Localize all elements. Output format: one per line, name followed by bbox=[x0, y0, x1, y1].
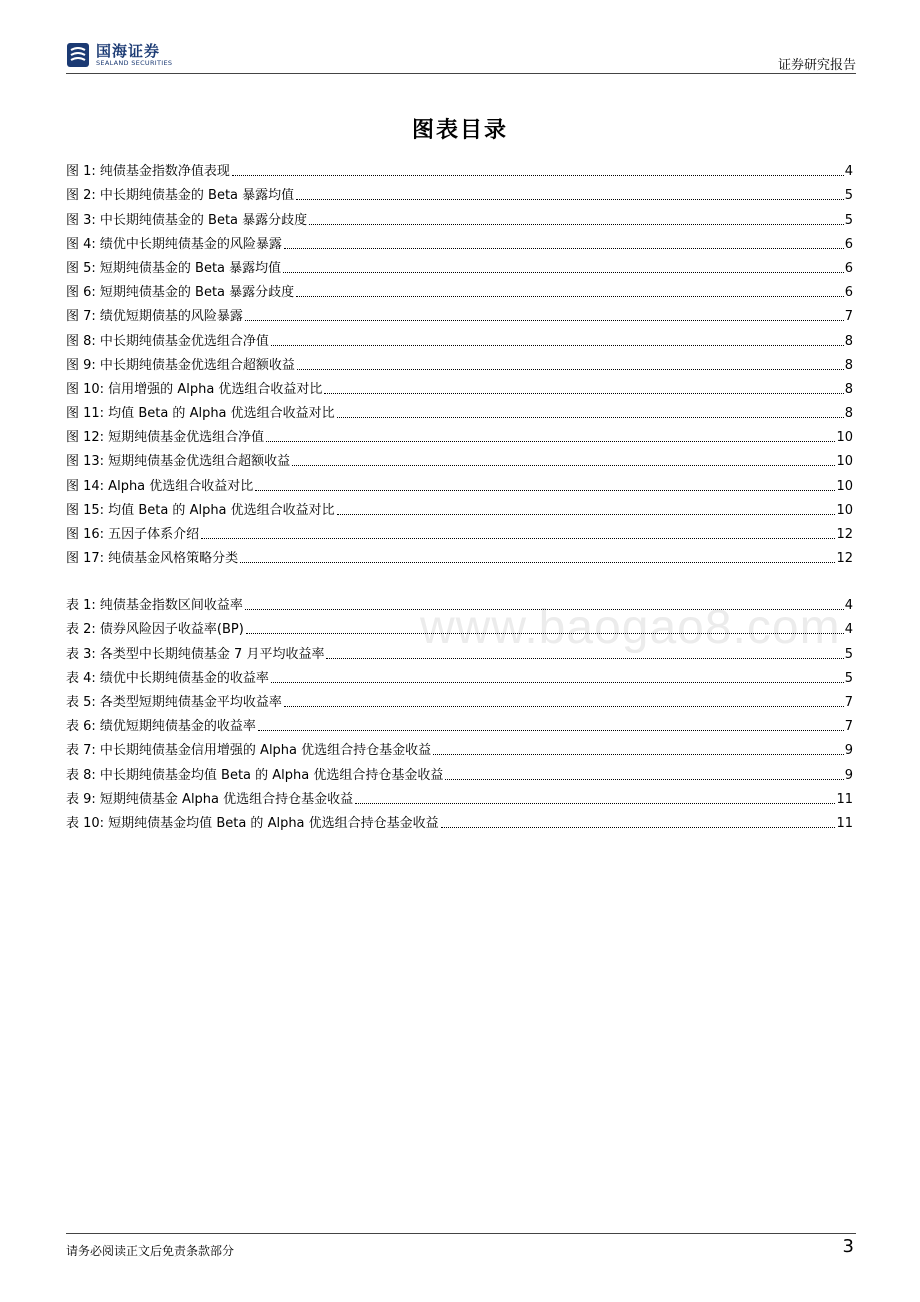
figure-entry[interactable] bbox=[66, 445, 853, 469]
figure-entry[interactable] bbox=[66, 518, 853, 542]
table-entry-page: 5 bbox=[844, 670, 853, 686]
dot-leader bbox=[266, 441, 835, 442]
table-entry-page: 11 bbox=[836, 791, 853, 807]
figure-entry-page: 10 bbox=[836, 478, 853, 494]
table-entry-label: 表 9: 短期纯债基金 Alpha 优选组合持仓基金收益 bbox=[66, 791, 354, 807]
footer-divider bbox=[66, 1233, 856, 1234]
figure-entry-label: 图 4: 绩优中长期纯债基金的风险暴露 bbox=[66, 236, 282, 252]
dot-leader bbox=[232, 175, 844, 176]
figure-entry[interactable] bbox=[66, 494, 853, 518]
dot-leader bbox=[326, 658, 843, 659]
table-entry-page: 7 bbox=[844, 694, 853, 710]
table-entry-page: 9 bbox=[844, 767, 853, 783]
figure-entry[interactable] bbox=[66, 542, 853, 566]
page-header bbox=[66, 40, 856, 76]
figure-entry-page: 8 bbox=[844, 333, 853, 349]
figure-entry[interactable] bbox=[66, 469, 853, 493]
table-entry[interactable] bbox=[66, 758, 853, 782]
figure-entry-page: 12 bbox=[836, 527, 853, 542]
figure-entry[interactable] bbox=[66, 373, 853, 397]
dot-leader bbox=[445, 779, 843, 780]
dot-leader bbox=[296, 296, 844, 297]
figure-entry-label: 图 1: 纯债基金指数净值表现 bbox=[66, 164, 230, 180]
page-number: 3 bbox=[842, 1236, 854, 1257]
dot-leader bbox=[245, 320, 844, 321]
table-entry-label: 表 6: 绩优短期纯债基金的收益率 bbox=[66, 719, 256, 735]
table-entry[interactable] bbox=[66, 589, 853, 613]
dot-leader bbox=[240, 562, 835, 563]
logo-english-name: SEALAND SECURITIES bbox=[96, 58, 173, 67]
figure-entry-label: 图 14: Alpha 优选组合收益对比 bbox=[66, 478, 254, 494]
table-entry-page: 4 bbox=[844, 598, 853, 614]
table-entry-page: 11 bbox=[836, 815, 853, 831]
dot-leader bbox=[292, 465, 835, 466]
figure-entry[interactable] bbox=[66, 276, 853, 300]
dot-leader bbox=[441, 827, 836, 828]
figure-entry[interactable] bbox=[66, 421, 853, 445]
table-entry-page: 4 bbox=[844, 622, 853, 638]
figure-entry-label: 图 11: 均值 Beta 的 Alpha 优选组合收益对比 bbox=[66, 406, 335, 422]
table-entry-label: 表 1: 纯债基金指数区间收益率 bbox=[66, 598, 243, 614]
figure-entry[interactable] bbox=[66, 155, 853, 179]
figure-entry[interactable] bbox=[66, 300, 853, 324]
watermark: www.baogao8.com bbox=[420, 601, 841, 654]
table-entry-label: 表 8: 中长期纯债基金均值 Beta 的 Alpha 优选组合持仓基金收益 bbox=[66, 767, 444, 783]
dot-leader bbox=[433, 754, 844, 755]
figure-entry-page: 8 bbox=[844, 406, 853, 422]
sealand-logo-icon bbox=[66, 42, 90, 68]
header-divider bbox=[66, 73, 856, 74]
table-entry[interactable] bbox=[66, 734, 853, 758]
table-entry-page: 9 bbox=[844, 743, 853, 759]
figure-entry-label: 图 9: 中长期纯债基金优选组合超额收益 bbox=[66, 357, 295, 373]
table-entry-label: 表 3: 各类型中长期纯债基金 7 月平均收益率 bbox=[66, 646, 325, 662]
table-entry[interactable] bbox=[66, 710, 853, 734]
figure-list bbox=[66, 155, 853, 566]
figure-entry-label: 图 3: 中长期纯债基金的 Beta 暴露分歧度 bbox=[66, 212, 308, 228]
table-entry[interactable] bbox=[66, 637, 853, 661]
dot-leader bbox=[246, 633, 844, 634]
logo-chinese-name: 国海证券 bbox=[96, 41, 161, 60]
figure-entry-page: 6 bbox=[844, 260, 853, 276]
figure-entry-page: 6 bbox=[844, 285, 853, 301]
dot-leader bbox=[245, 609, 844, 610]
figure-entry[interactable] bbox=[66, 349, 853, 373]
dot-leader bbox=[355, 803, 835, 804]
dot-leader bbox=[337, 417, 844, 418]
table-entry[interactable] bbox=[66, 807, 853, 831]
figure-entry-label: 图 15: 均值 Beta 的 Alpha 优选组合收益对比 bbox=[66, 502, 335, 518]
dot-leader bbox=[284, 248, 844, 249]
figure-entry-label: 图 2: 中长期纯债基金的 Beta 暴露均值 bbox=[66, 188, 295, 204]
figure-entry-label: 图 8: 中长期纯债基金优选组合净值 bbox=[66, 333, 269, 349]
figure-entry-label: 图 7: 绩优短期债基的风险暴露 bbox=[66, 309, 243, 325]
table-entry[interactable] bbox=[66, 662, 853, 686]
table-list bbox=[66, 589, 853, 831]
table-entry[interactable] bbox=[66, 686, 853, 710]
figure-entry-label: 图 16: 五因子体系介绍 bbox=[66, 527, 200, 542]
figure-entry-page: 10 bbox=[836, 454, 853, 470]
figure-entry[interactable] bbox=[66, 203, 853, 227]
dot-leader bbox=[297, 369, 844, 370]
dot-leader bbox=[296, 199, 844, 200]
figure-entry[interactable] bbox=[66, 252, 853, 276]
figure-entry-page: 7 bbox=[844, 309, 853, 325]
table-entry-label: 表 2: 债券风险因子收益率(BP) bbox=[66, 622, 244, 638]
figure-entry-label: 图 12: 短期纯债基金优选组合净值 bbox=[66, 430, 265, 446]
dot-leader bbox=[324, 393, 843, 394]
report-type: 证券研究报告 bbox=[777, 58, 856, 73]
figure-entry-page: 12 bbox=[836, 551, 853, 567]
table-entry[interactable] bbox=[66, 783, 853, 807]
dot-leader bbox=[255, 490, 835, 491]
figure-entry-page: 10 bbox=[836, 502, 853, 518]
table-entry-label: 表 7: 中长期纯债基金信用增强的 Alpha 优选组合持仓基金收益 bbox=[66, 743, 432, 759]
table-entry-label: 表 4: 绩优中长期纯债基金的收益率 bbox=[66, 670, 269, 686]
dot-leader bbox=[201, 538, 835, 539]
dot-leader bbox=[258, 730, 844, 731]
figure-entry[interactable] bbox=[66, 179, 853, 203]
figure-entry-page: 8 bbox=[844, 381, 853, 397]
dot-leader bbox=[271, 345, 844, 346]
figure-entry-page: 5 bbox=[844, 212, 853, 228]
figure-entry-label: 图 13: 短期纯债基金优选组合超额收益 bbox=[66, 454, 291, 470]
figure-entry[interactable] bbox=[66, 324, 853, 348]
table-entry-page: 5 bbox=[844, 646, 853, 662]
footer-disclaimer: 请务必阅读正文后免责条款部分 bbox=[66, 1244, 235, 1258]
figure-entry-label: 图 5: 短期纯债基金的 Beta 暴露均值 bbox=[66, 260, 282, 276]
sealand-logo bbox=[66, 42, 172, 68]
table-entry[interactable] bbox=[66, 613, 853, 637]
dot-leader bbox=[337, 514, 836, 515]
table-entry-label: 表 5: 各类型短期纯债基金平均收益率 bbox=[66, 694, 282, 710]
figure-entry-label: 图 10: 信用增强的 Alpha 优选组合收益对比 bbox=[66, 381, 323, 397]
figure-entry-page: 10 bbox=[836, 430, 853, 446]
figure-entry-page: 8 bbox=[844, 357, 853, 373]
figure-entry-label: 图 6: 短期纯债基金的 Beta 暴露分歧度 bbox=[66, 285, 295, 301]
figure-entry[interactable] bbox=[66, 397, 853, 421]
figure-entry[interactable] bbox=[66, 228, 853, 252]
table-entry-page: 7 bbox=[844, 719, 853, 735]
figure-entry-page: 5 bbox=[844, 188, 853, 204]
figure-entry-label: 图 17: 纯债基金风格策略分类 bbox=[66, 551, 239, 567]
dot-leader bbox=[284, 706, 844, 707]
figure-entry-page: 6 bbox=[844, 236, 853, 252]
figure-entry-page: 4 bbox=[844, 164, 853, 180]
page-title: 图表目录 bbox=[411, 118, 508, 143]
dot-leader bbox=[309, 224, 844, 225]
dot-leader bbox=[283, 272, 844, 273]
table-entry-label: 表 10: 短期纯债基金均值 Beta 的 Alpha 优选组合持仓基金收益 bbox=[66, 815, 439, 831]
dot-leader bbox=[271, 682, 844, 683]
